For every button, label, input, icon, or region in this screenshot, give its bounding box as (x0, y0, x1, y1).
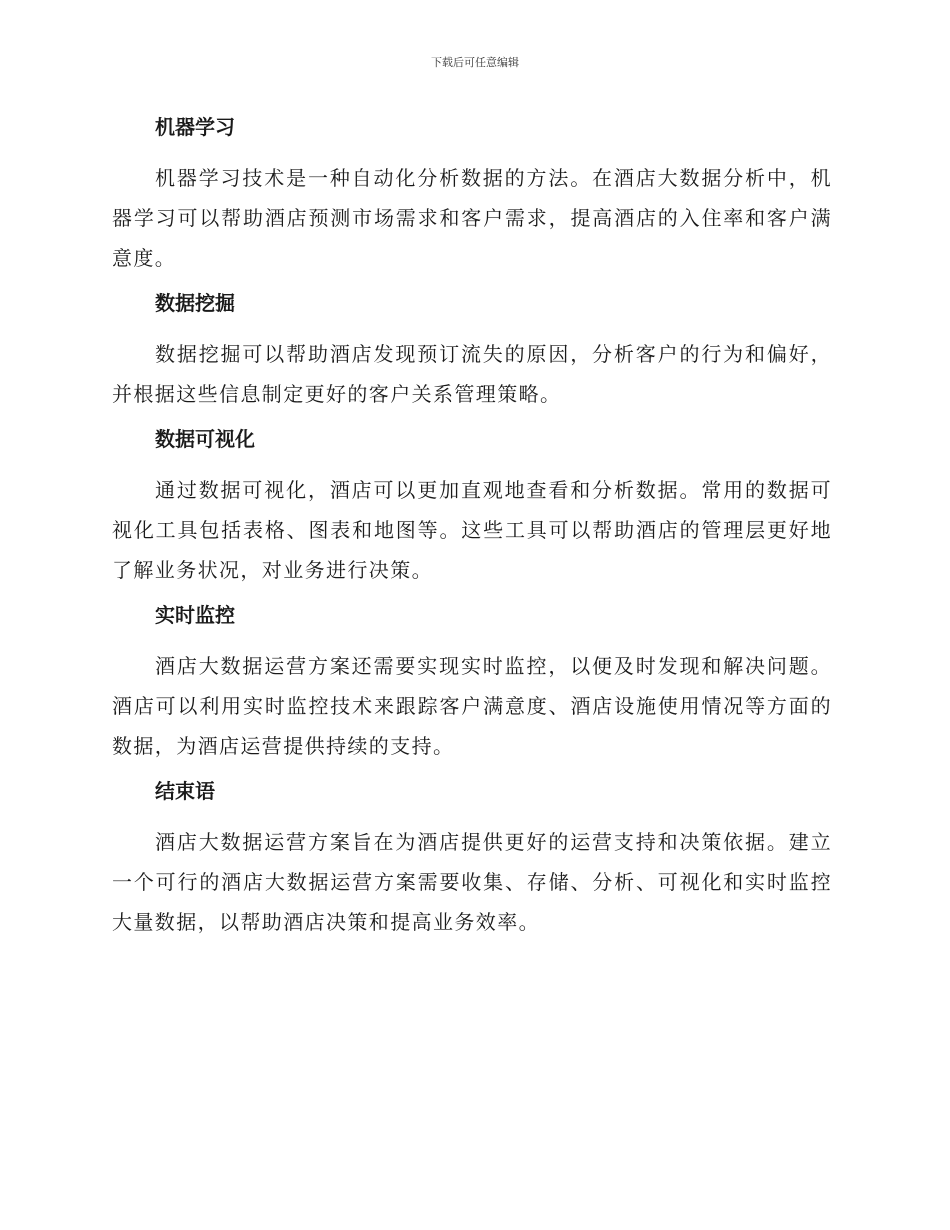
section-paragraph: 酒店大数据运营方案还需要实现实时监控，以便及时发现和解决问题。酒店可以利用实时监控技术来跟踪客户满意度、酒店设施使用情况等方面的数据，为酒店运营提供持续的支持。 (112, 654, 832, 758)
section-paragraph: 数据挖掘可以帮助酒店发现预订流失的原因，分析客户的行为和偏好，并根据这些信息制定更好的客户关系管理策略。 (112, 342, 832, 406)
section-paragraph: 酒店大数据运营方案旨在为酒店提供更好的运营支持和决策依据。建立一个可行的酒店大数据运营方案需要收集、存储、分析、可视化和实时监控大量数据，以帮助酒店决策和提高业务效率。 (112, 830, 832, 934)
page-header-note: 下载后可任意编辑 (431, 56, 519, 69)
document-body (112, 112, 832, 952)
section-heading: 数据挖掘 (155, 291, 235, 315)
section-paragraph: 通过数据可视化，酒店可以更加直观地查看和分析数据。常用的数据可视化工具包括表格、图表和地图等。这些工具可以帮助酒店的管理层更好地了解业务状况，对业务进行决策。 (112, 478, 832, 582)
section-heading: 机器学习 (155, 115, 235, 139)
section-heading: 实时监控 (155, 603, 235, 627)
section-heading: 结束语 (155, 779, 215, 803)
section-machine-learning (112, 112, 832, 278)
section-paragraph: 机器学习技术是一种自动化分析数据的方法。在酒店大数据分析中，机器学习可以帮助酒店预测市场需求和客户需求，提高酒店的入住率和客户满意度。 (112, 166, 832, 270)
section-conclusion (112, 776, 832, 942)
section-realtime-monitoring (112, 600, 832, 766)
section-data-visualization (112, 424, 832, 590)
section-data-mining (112, 288, 832, 414)
section-heading: 数据可视化 (155, 427, 255, 451)
